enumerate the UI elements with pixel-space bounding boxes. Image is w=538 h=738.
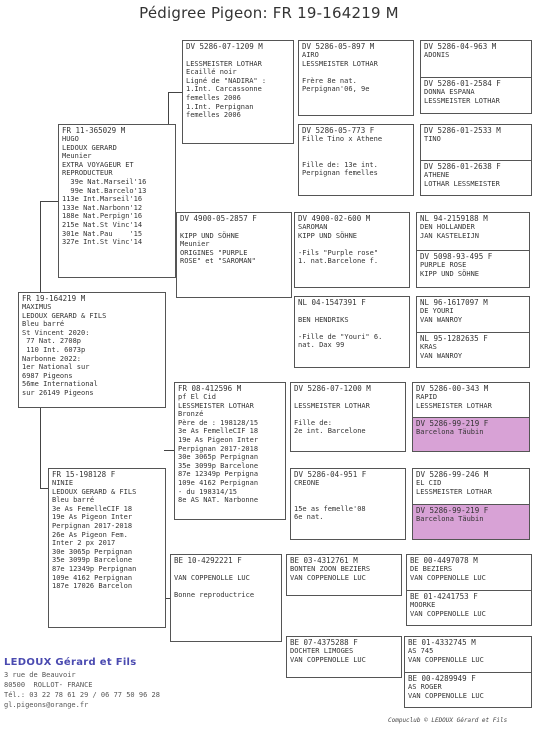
pedigree-line bbox=[294, 410, 402, 419]
pedigree-line bbox=[294, 496, 402, 505]
leaf-dam bbox=[407, 590, 531, 625]
pedigree-line: 19e As Pigeon Inter bbox=[178, 435, 259, 444]
pedigree-line: femelles 2006 bbox=[186, 111, 241, 120]
pedigree-line: 87e 12349p Perpignan bbox=[52, 564, 137, 573]
pedigree-line: MOORKE bbox=[410, 601, 436, 609]
pedigree-line: LESSMEISTER LOTHAR bbox=[186, 59, 262, 68]
pedigree-box-l8 bbox=[404, 636, 532, 708]
pedigree-line: Barcelona Täubin bbox=[416, 515, 484, 523]
pedigree-line: JAN KASTELEIJN bbox=[420, 231, 480, 240]
pedigree-line: sur 26149 Pigeons bbox=[22, 388, 94, 397]
ring-number: DV 5286-04-963 M bbox=[424, 42, 497, 51]
pedigree-line: Ecaillé noir bbox=[186, 68, 237, 77]
pedigree-line: MAXIMUS bbox=[22, 303, 52, 311]
pedigree-line: LOTHAR LESSMEISTER bbox=[424, 179, 500, 188]
pedigree-line: 19e As Pigeon Inter bbox=[52, 513, 133, 522]
pedigree-line: DE YOURI bbox=[420, 307, 454, 315]
leaf-dam bbox=[405, 672, 531, 707]
pedigree-box-dss bbox=[290, 382, 406, 452]
pedigree-line: femelles 2006 bbox=[186, 93, 241, 102]
pedigree-line: 30e 3065p Perpignan bbox=[178, 453, 259, 462]
pedigree-box-ssd bbox=[298, 124, 414, 196]
connector bbox=[168, 92, 182, 93]
pedigree-line: Perpignan 2017-2018 bbox=[178, 444, 259, 453]
pedigree-box-l7 bbox=[406, 554, 532, 626]
pedigree-box-dds bbox=[286, 554, 402, 596]
ring-number: DV 5286-99-246 M bbox=[416, 470, 489, 479]
software-credit: Compuclub © LEDOUX Gérard et Fils bbox=[388, 717, 508, 724]
pedigree-line bbox=[302, 68, 410, 77]
pedigree-line: Meunier bbox=[180, 240, 210, 249]
pedigree-line: 109e 4162 Perpignan bbox=[178, 478, 259, 487]
breeder-phone: Tél.: 03 22 78 61 29 / 06 77 50 96 28 bbox=[4, 691, 160, 699]
pedigree-line: 113e Int.Marseil'16 bbox=[62, 195, 143, 204]
pedigree-line: AIRO bbox=[302, 51, 319, 59]
leaf-dam bbox=[421, 77, 531, 113]
pedigree-line: ADONIS bbox=[424, 51, 450, 59]
pedigree-line: Inter 2 px 2017 bbox=[52, 539, 116, 548]
pedigree-line: Bleu barré bbox=[22, 320, 65, 329]
pedigree-line: KIPP UND SÖHNE bbox=[180, 231, 240, 240]
pedigree-line: RAPID bbox=[416, 393, 438, 401]
pedigree-line: Fille de: 13e int. bbox=[302, 160, 378, 169]
pedigree-line: 39e Nat.Marseil'16 bbox=[62, 177, 147, 186]
pedigree-line: Perpignan'06, 9e bbox=[302, 85, 370, 94]
ring-number: DV 5286-05-897 M bbox=[302, 42, 375, 51]
pedigree-line: 6e nat. bbox=[294, 513, 324, 522]
pedigree-line: 1er National sur bbox=[22, 363, 90, 372]
pedigree-line: Narbonne 2022: bbox=[22, 354, 82, 363]
leaf-dam bbox=[417, 332, 529, 367]
ring-number: DV 5286-05-773 F bbox=[302, 126, 375, 135]
pedigree-line: 15e as femelle'08 bbox=[294, 504, 366, 513]
leaf-sire bbox=[413, 383, 529, 417]
pedigree-line: BONTEN ZOON BEZIERS bbox=[290, 565, 371, 573]
pedigree-line: AS ROGER bbox=[408, 683, 442, 691]
pedigree-line: 35e 3099p Barcelone bbox=[178, 461, 259, 470]
pedigree-line: 301e Nat.Pau '15 bbox=[62, 229, 143, 238]
pedigree-line: 110 Int. 6073p bbox=[22, 345, 86, 354]
pedigree-box-sire bbox=[58, 124, 176, 278]
pedigree-line: 56me International bbox=[22, 380, 98, 389]
pedigree-line: 26e As Pigeon Fem. bbox=[52, 530, 128, 539]
pedigree-line bbox=[294, 488, 402, 497]
pedigree-line bbox=[298, 240, 406, 249]
pedigree-line: VAN COPPENOLLE LUC bbox=[410, 609, 486, 618]
leaf-dam bbox=[413, 504, 529, 539]
pedigree-line: St Vincent 2020: bbox=[22, 328, 90, 337]
ring-number: BE 00-4289949 F bbox=[408, 674, 476, 683]
pedigree-box-main bbox=[18, 292, 166, 408]
pedigree-line bbox=[294, 393, 402, 402]
pedigree-box-ds bbox=[174, 382, 286, 520]
pedigree-line: VAN COPPENOLLE LUC bbox=[290, 655, 366, 664]
pedigree-line: KIPP UND SÖHNE bbox=[298, 231, 358, 240]
leaf-dam bbox=[421, 160, 531, 195]
pedigree-line: Père de : 198128/15 bbox=[178, 418, 259, 427]
pedigree-line: EL CID bbox=[416, 479, 442, 487]
ring-number: BE 07-4375288 F bbox=[290, 638, 358, 647]
pedigree-box-l2 bbox=[420, 124, 532, 196]
pedigree-box-ss bbox=[182, 40, 294, 144]
ring-number: DV 5098-93-495 F bbox=[420, 252, 493, 261]
connector bbox=[40, 201, 41, 292]
ring-number: BE 03-4312761 M bbox=[290, 556, 358, 565]
pedigree-line: VAN WANROY bbox=[420, 351, 463, 360]
pedigree-line: CREONE bbox=[294, 479, 320, 487]
pedigree-line: 1. nat.Barcelone f. bbox=[298, 257, 379, 266]
pedigree-line: 1.Int. Perpignan bbox=[186, 102, 254, 111]
pedigree-line: AS 745 bbox=[408, 647, 434, 655]
leaf-sire bbox=[421, 41, 531, 77]
connector bbox=[164, 450, 174, 451]
pedigree-line: VAN COPPENOLLE LUC bbox=[408, 691, 484, 700]
ring-number: DV 5286-07-1200 M bbox=[294, 384, 371, 393]
pedigree-line: Bleu barré bbox=[52, 496, 95, 505]
pedigree-line: Fille de: bbox=[294, 418, 332, 427]
pedigree-line: 3e As FemelleCIF 18 bbox=[52, 504, 133, 513]
pedigree-line: Perpignan femelles bbox=[302, 169, 378, 178]
pedigree-line: LESSMEISTER LOTHAR bbox=[294, 401, 370, 410]
ring-number: FR 08-412596 M bbox=[178, 384, 242, 393]
pedigree-line: LESSMEISTER LOTHAR bbox=[416, 487, 492, 496]
pedigree-line bbox=[302, 152, 410, 161]
pedigree-line: LEDOUX GERARD bbox=[62, 143, 117, 152]
pedigree-line: - du 198314/15 bbox=[178, 487, 238, 496]
ring-number: FR 11-365029 M bbox=[62, 126, 126, 135]
pedigree-box-dd bbox=[170, 554, 282, 642]
pedigree-line: 188e Nat.Perpign'16 bbox=[62, 212, 143, 221]
pedigree-line: DEN HOLLANDER bbox=[420, 223, 475, 231]
pedigree-box-l1 bbox=[420, 40, 532, 114]
pedigree-line: VAN COPPENOLLE LUC bbox=[408, 655, 484, 664]
pedigree-line: LESSMEISTER LOTHAR bbox=[416, 401, 492, 410]
pedigree-line: 87e 12349p Perpigna bbox=[178, 470, 259, 479]
page-title: Pédigree Pigeon: FR 19-164219 M bbox=[139, 4, 399, 22]
leaf-sire bbox=[413, 469, 529, 504]
pedigree-box-ddd bbox=[286, 636, 402, 678]
connector bbox=[40, 408, 41, 488]
pedigree-line: 77 Nat. 2708p bbox=[22, 337, 82, 346]
pedigree-box-l3 bbox=[416, 212, 530, 288]
pedigree-box-sss bbox=[298, 40, 414, 116]
pedigree-box-l5 bbox=[412, 382, 530, 452]
pedigree-line: Frère 8e nat. bbox=[302, 76, 357, 85]
leaf-dam bbox=[413, 417, 529, 451]
pedigree-line: 30e 3065p Perpignan bbox=[52, 547, 133, 556]
ring-number: BE 00-4497078 M bbox=[410, 556, 478, 565]
ring-number: DV 5286-01-2638 F bbox=[424, 162, 501, 171]
pedigree-line: EXTRA VOYAGEUR ET bbox=[62, 160, 134, 169]
pedigree-line: DONNA ESPANA bbox=[424, 88, 475, 96]
breeder-city: 80500 ROLLOT- FRANCE bbox=[4, 681, 93, 689]
pedigree-box-sd bbox=[176, 212, 292, 298]
breeder-address: 3 rue de Beauvoir bbox=[4, 671, 76, 679]
pedigree-line: VAN COPPENOLLE LUC bbox=[410, 573, 486, 582]
pedigree-line: 3e As FemelleCIF 18 bbox=[178, 427, 259, 436]
pedigree-line: 215e Nat.St Vinc'14 bbox=[62, 220, 143, 229]
connector bbox=[168, 92, 169, 124]
ring-number: NL 04-1547391 F bbox=[298, 298, 366, 307]
pedigree-line: 327e Int.St Vinc'14 bbox=[62, 238, 143, 247]
leaf-sire bbox=[417, 213, 529, 250]
ring-number: DV 5286-01-2584 F bbox=[424, 79, 501, 88]
pedigree-line: TINO bbox=[424, 135, 441, 143]
leaf-dam bbox=[417, 250, 529, 287]
pedigree-line: HUGO bbox=[62, 135, 79, 143]
leaf-sire bbox=[421, 125, 531, 160]
pedigree-line: LEDOUX GERARD & FILS bbox=[52, 487, 137, 496]
pedigree-line: 6987 Pigeons bbox=[22, 371, 73, 380]
ring-number: BE 01-4241753 F bbox=[410, 592, 478, 601]
pedigree-line: LESSMEISTER LOTHAR bbox=[178, 401, 254, 410]
ring-number: DV 5286-99-219 F bbox=[416, 506, 489, 515]
ring-number: DV 5286-00-343 M bbox=[416, 384, 489, 393]
ring-number: NL 94-2159188 M bbox=[420, 214, 488, 223]
pedigree-line: 109e 4162 Perpignan bbox=[52, 573, 133, 582]
ring-number: DV 4900-05-2857 F bbox=[180, 214, 257, 223]
ring-number: NL 95-1282635 F bbox=[420, 334, 488, 343]
pedigree-line: Perpignan 2017-2018 bbox=[52, 521, 133, 530]
pedigree-box-l4 bbox=[416, 296, 530, 368]
pedigree-line: KRAS bbox=[420, 343, 437, 351]
connector bbox=[40, 201, 58, 202]
pedigree-line: ROSE" et "SAROMAN" bbox=[180, 257, 256, 266]
pedigree-line: pf El Cid bbox=[178, 393, 216, 401]
ring-number: DV 5286-07-1209 M bbox=[186, 42, 263, 51]
pedigree-line: Ligné de "NADIRA" : bbox=[186, 76, 267, 85]
pedigree-line: 1.Int. Carcassonne bbox=[186, 85, 262, 94]
pedigree-line: 187e 17026 Barcelon bbox=[52, 582, 133, 591]
ring-number: FR 15-198128 F bbox=[52, 470, 116, 479]
pedigree-line: 35e 3099p Barcelone bbox=[52, 556, 133, 565]
pedigree-line: SAROMAN bbox=[298, 223, 328, 231]
pedigree-line: VAN COPPENOLLE LUC bbox=[174, 573, 250, 582]
leaf-sire bbox=[405, 637, 531, 672]
ring-number: DV 5286-99-219 F bbox=[416, 419, 489, 428]
pedigree-line: Fille Tino x Athene bbox=[302, 135, 383, 143]
pedigree-line: 99e Nat.Barcelo'13 bbox=[62, 186, 147, 195]
pedigree-line: 8e AS NAT. Narbonne bbox=[178, 496, 259, 505]
pedigree-line: LEDOUX GERARD & FILS bbox=[22, 311, 107, 320]
ring-number: BE 01-4332745 M bbox=[408, 638, 476, 647]
pedigree-line: ORIGINES "PURPLE bbox=[180, 248, 248, 257]
pedigree-line: Bonne reproductrice bbox=[174, 590, 255, 599]
pedigree-line bbox=[298, 324, 406, 333]
ring-number: DV 5286-01-2533 M bbox=[424, 126, 501, 135]
pedigree-line: VAN COPPENOLLE LUC bbox=[290, 573, 366, 582]
pedigree-line: Meunier bbox=[62, 152, 92, 161]
pedigree-line: -Fille de "Youri" 6. bbox=[298, 332, 383, 341]
pedigree-line: DE BEZIERS bbox=[410, 565, 453, 573]
pedigree-box-l6 bbox=[412, 468, 530, 540]
pedigree-line: REPRODUCTEUR bbox=[62, 169, 113, 178]
ring-number: DV 5286-04-951 F bbox=[294, 470, 367, 479]
ring-number: BE 10-4292221 F bbox=[174, 556, 242, 565]
pedigree-line: LESSMEISTER LOTHAR bbox=[302, 59, 378, 68]
connector bbox=[40, 488, 48, 489]
pedigree-line bbox=[174, 565, 278, 574]
pedigree-box-sds bbox=[294, 212, 410, 288]
pedigree-line bbox=[180, 223, 288, 232]
pedigree-line: Barcelona Täubin bbox=[416, 428, 484, 436]
pedigree-line: Bronzé bbox=[178, 410, 204, 419]
pedigree-box-dsd bbox=[290, 468, 406, 540]
ring-number: NL 96-1617097 M bbox=[420, 298, 488, 307]
pedigree-line: NINIE bbox=[52, 479, 74, 487]
pedigree-line: VAN WANROY bbox=[420, 315, 463, 324]
pedigree-line bbox=[174, 582, 278, 591]
pedigree-line: 133e Nat.Narbonn'12 bbox=[62, 203, 143, 212]
pedigree-line: BEN HENDRIKS bbox=[298, 315, 349, 324]
pedigree-box-dam bbox=[48, 468, 166, 628]
pedigree-line: LESSMEISTER LOTHAR bbox=[424, 96, 500, 105]
leaf-sire bbox=[407, 555, 531, 590]
pedigree-line: KIPP UND SÖHNE bbox=[420, 269, 480, 278]
pedigree-line: PURPLE ROSE bbox=[420, 261, 467, 269]
pedigree-line: 2e int. Barcelone bbox=[294, 427, 366, 436]
pedigree-line: nat. Dax 99 bbox=[298, 341, 345, 350]
ring-number: DV 4900-02-600 M bbox=[298, 214, 371, 223]
pedigree-line bbox=[298, 307, 406, 316]
pedigree-line: ATHENE bbox=[424, 171, 450, 179]
breeder-name: LEDOUX Gérard et Fils bbox=[4, 657, 137, 668]
leaf-sire bbox=[417, 297, 529, 332]
pedigree-box-sdd bbox=[294, 296, 410, 368]
pedigree-line bbox=[186, 51, 290, 60]
breeder-email: gl.pigeons@orange.fr bbox=[4, 701, 89, 709]
pedigree-line: -Fils "Purple rose" bbox=[298, 248, 379, 257]
pedigree-line: DOCHTER LIMOGES bbox=[290, 647, 354, 655]
ring-number: FR 19-164219 M bbox=[22, 294, 86, 303]
pedigree-line bbox=[302, 144, 410, 153]
